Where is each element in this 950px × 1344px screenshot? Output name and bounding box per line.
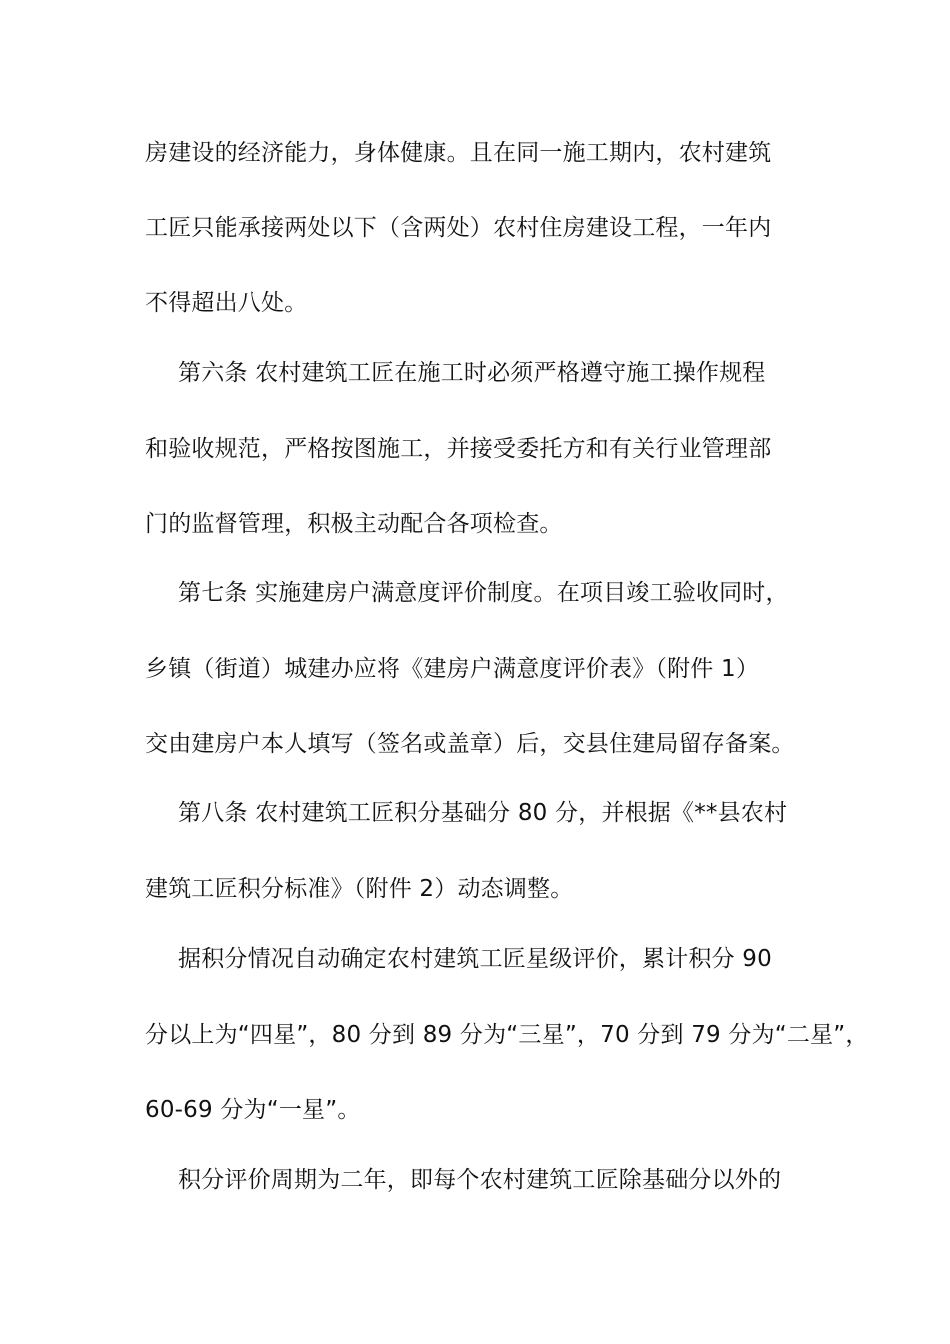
article-7-line-3: 交由建房户本人填写（签名或盖章）后，交县住建局留存备案。: [145, 731, 795, 757]
star-rating-line-1: 据积分情况自动确定农村建筑工匠星级评价，累计积分 90: [178, 946, 772, 972]
article-6-line-1: 第六条 农村建筑工匠在施工时必须严格遵守施工操作规程: [178, 360, 766, 386]
star-rating-line-3: 60-69 分为“一星”。: [145, 1097, 361, 1123]
star-rating-line-2: 分以上为“四星”，80 分到 89 分为“三星”，70 分到 79 分为“二星”，: [145, 1022, 869, 1048]
article-7-line-2: 乡镇（街道）城建办应将《建房户满意度评价表》（附件 1）: [145, 656, 760, 682]
article-6-line-3: 门的监督管理，积极主动配合各项检查。: [145, 511, 563, 537]
article-7-line-1: 第七条 实施建房户满意度评价制度。在项目竣工验收同时，: [178, 580, 789, 606]
paragraph-line-2: 工匠只能承接两处以下（含两处）农村住房建设工程，一年内: [145, 215, 772, 241]
paragraph-line-3: 不得超出八处。: [145, 290, 308, 316]
paragraph-line-1: 房建设的经济能力，身体健康。且在同一施工期内，农村建筑: [145, 140, 772, 166]
article-6-line-2: 和验收规范，严格按图施工，并接受委托方和有关行业管理部: [145, 436, 772, 462]
evaluation-cycle-line-1: 积分评价周期为二年，即每个农村建筑工匠除基础分以外的: [178, 1167, 782, 1193]
article-8-line-1: 第八条 农村建筑工匠积分基础分 80 分，并根据《**县农村: [178, 800, 788, 826]
article-8-line-2: 建筑工匠积分标准》（附件 2）动态调整。: [145, 876, 574, 902]
